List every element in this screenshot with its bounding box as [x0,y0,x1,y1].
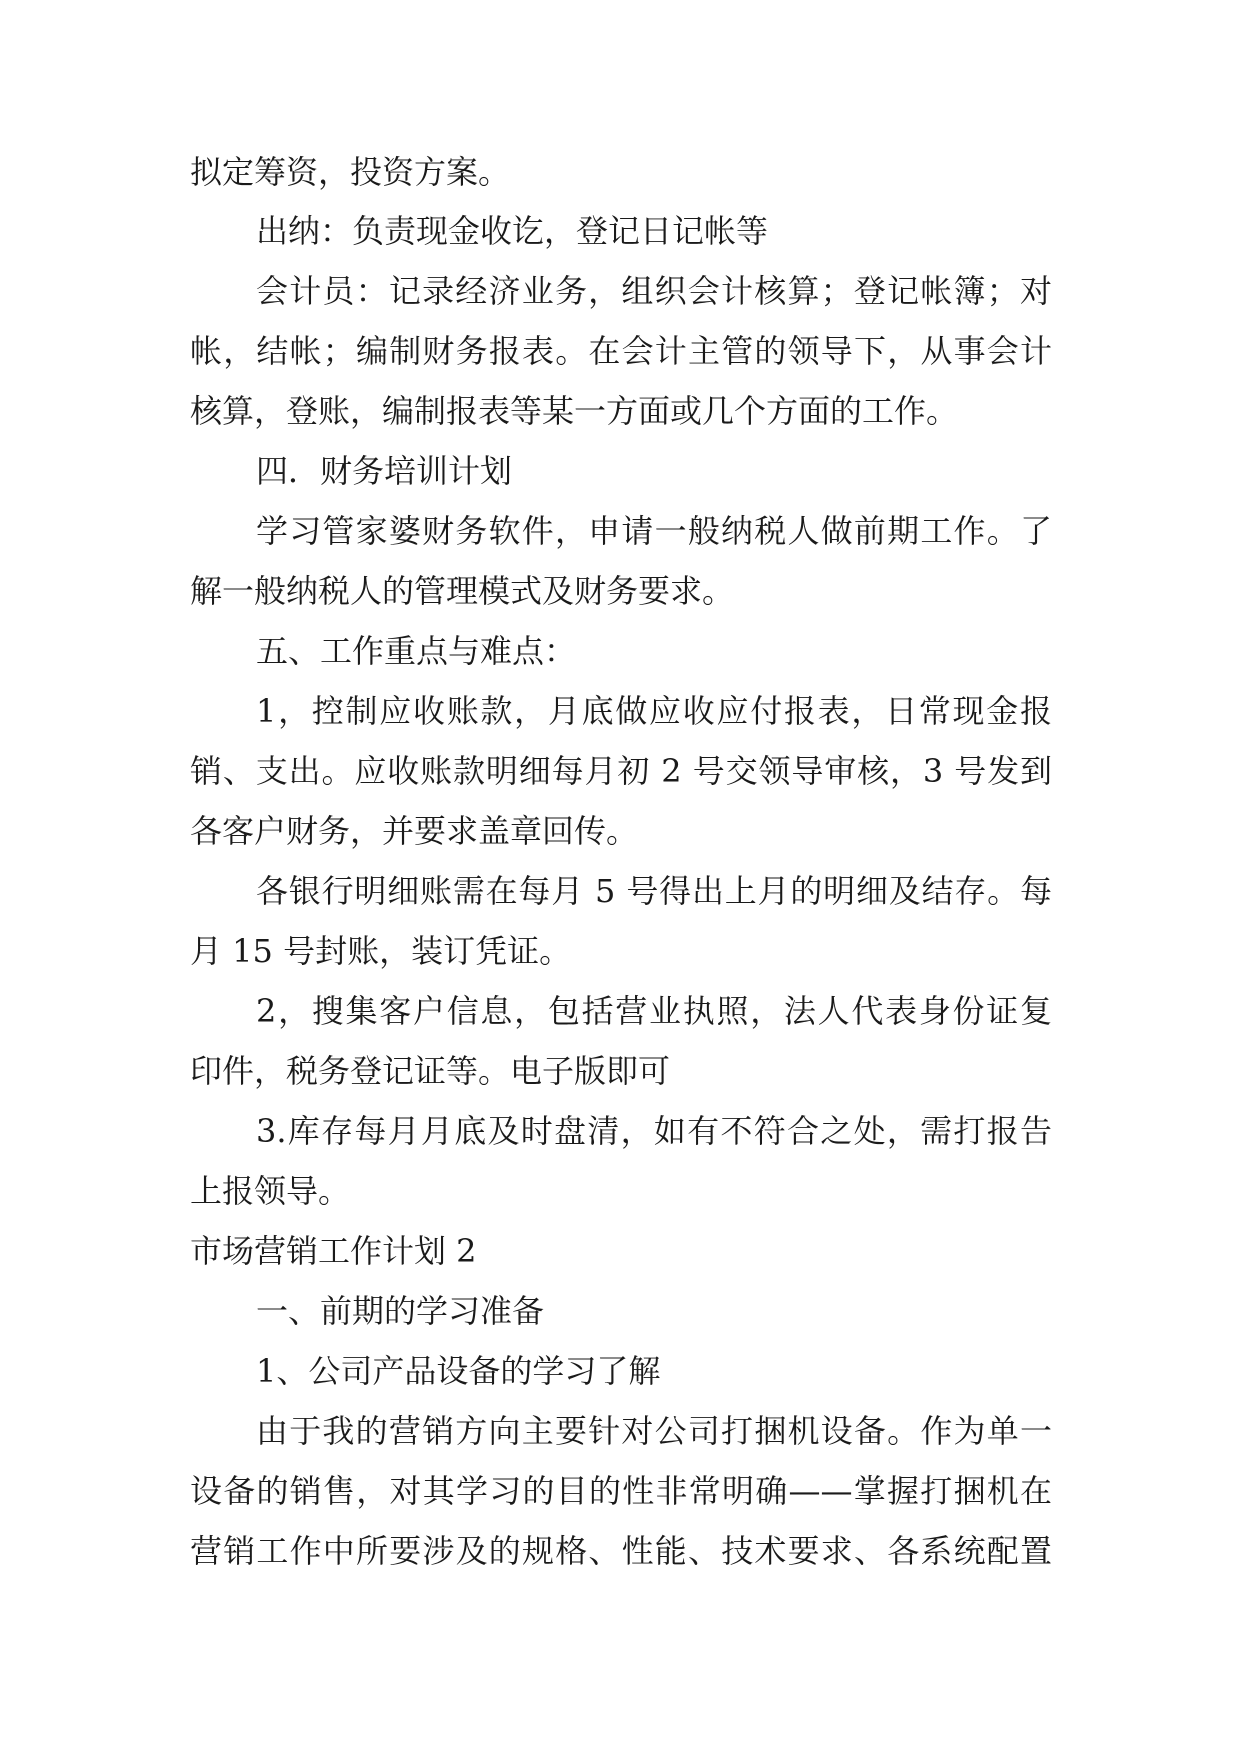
text-line: 销、支出。应收账款明细每月初 2 号交领导审核，3 号发到 [190,752,1052,790]
text-line: 设备的销售，对其学习的目的性非常明确——掌握打捆机在 [190,1472,1052,1510]
text-line: 解一般纳税人的管理模式及财务要求。 [190,572,735,610]
text-line: 各客户财务，并要求盖章回传。 [190,812,639,850]
text-line: 上报领导。 [190,1172,351,1210]
section-heading: 五、工作重点与难点： [256,632,577,670]
section-heading: 一、前期的学习准备 [256,1292,545,1330]
section-heading: 四．财务培训计划 [256,452,513,490]
text-line: 2，搜集客户信息，包括营业执照，法人代表身份证复 [256,992,1052,1030]
text-line: 各银行明细账需在每月 5 号得出上月的明细及结存。每 [256,872,1052,910]
text-line: 核算，登账，编制报表等某一方面或几个方面的工作。 [190,392,959,430]
text-line: 学习管家婆财务软件，申请一般纳税人做前期工作。了 [256,512,1052,550]
text-line: 3.库存每月月底及时盘清，如有不符合之处，需打报告 [256,1112,1052,1150]
text-line: 出纳：负责现金收讫，登记日记帐等 [256,212,769,250]
text-line: 由于我的营销方向主要针对公司打捆机设备。作为单一 [256,1412,1052,1450]
text-line: 会计员：记录经济业务，组织会计核算；登记帐簿；对 [256,272,1052,310]
text-line: 印件，税务登记证等。电子版即可 [190,1052,671,1090]
text-line: 帐，结帐；编制财务报表。在会计主管的领导下，从事会计 [190,332,1052,370]
text-line: 拟定筹资，投资方案。 [190,153,511,191]
subsection-heading: 1、公司产品设备的学习了解 [256,1352,661,1390]
document-title: 市场营销工作计划 2 [190,1232,477,1270]
text-line: 月 15 号封账，装订凭证。 [190,932,572,970]
text-line: 1，控制应收账款，月底做应收应付报表，日常现金报 [256,692,1052,730]
text-line: 营销工作中所要涉及的规格、性能、技术要求、各系统配置 [190,1532,1052,1570]
